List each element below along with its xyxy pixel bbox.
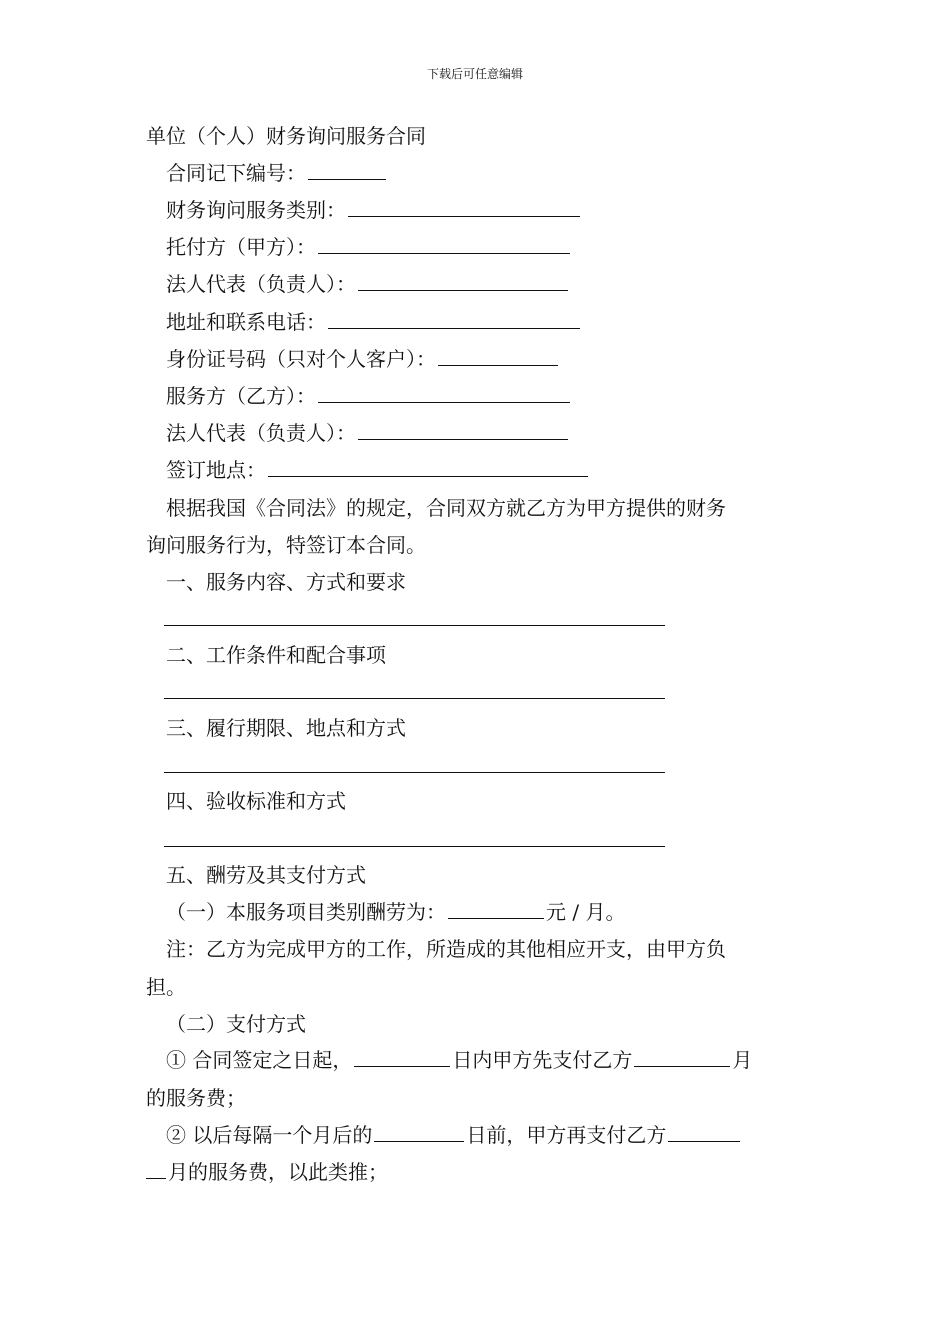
contract-number-label: 合同记下编号： (166, 161, 306, 185)
fee-unit: 元 / 月。 (546, 900, 626, 924)
party-b-label: 服务方（乙方）： (166, 384, 316, 408)
service-type-line (166, 196, 582, 224)
address-blank[interactable] (328, 327, 580, 329)
rep-a-line (166, 270, 570, 298)
payment-item-2-text-a: ② 以后每隔一个月后的 (166, 1123, 373, 1147)
rep-b-label: 法人代表（负责人）： (166, 421, 356, 445)
party-b-blank[interactable] (318, 401, 570, 403)
payment-item-1-days-blank[interactable] (354, 1065, 450, 1067)
party-a-blank[interactable] (318, 252, 570, 254)
section-3-fill-line[interactable] (164, 772, 665, 773)
id-number-label: 身份证号码（只对个人客户）： (166, 347, 436, 371)
payment-item-2-line (166, 1121, 742, 1149)
payment-item-2-text-b: 日前，甲方再支付乙方 (466, 1123, 667, 1147)
payment-item-1-text-a: ① 合同签定之日起， (166, 1048, 353, 1072)
section-1-fill-line[interactable] (164, 625, 665, 626)
section-3-heading: 三、履行期限、地点和方式 (166, 716, 406, 740)
signing-place-blank[interactable] (268, 475, 588, 477)
section-5-heading: 五、酬劳及其支付方式 (166, 863, 366, 887)
id-number-line (166, 345, 560, 373)
payment-item-1-text-b: 日内甲方先支付乙方 (452, 1048, 633, 1072)
payment-item-1-line (166, 1046, 752, 1074)
party-b-line (166, 382, 572, 410)
address-line (166, 308, 582, 336)
party-a-label: 托付方（甲方）： (166, 235, 316, 259)
section-2-heading: 二、工作条件和配合事项 (166, 643, 386, 667)
address-label: 地址和联系电话： (166, 310, 326, 334)
id-number-blank[interactable] (438, 364, 558, 366)
payment-item-1-months-blank[interactable] (634, 1065, 730, 1067)
service-type-label: 财务询问服务类别： (166, 198, 346, 222)
fee-line (166, 898, 625, 926)
intro-line-1: 根据我国《合同法》的规定，合同双方就乙方为甲方提供的财务 (166, 496, 726, 520)
signing-place-line (166, 456, 590, 484)
rep-b-line (166, 419, 570, 447)
intro-line-2: 询问服务行为，特签订本合同。 (146, 533, 426, 557)
section-4-fill-line[interactable] (164, 846, 665, 847)
payment-heading: （二）支付方式 (166, 1012, 306, 1036)
section-1-heading: 一、服务内容、方式和要求 (166, 570, 406, 594)
rep-a-label: 法人代表（负责人）： (166, 272, 356, 296)
payment-item-1-text-c: 月 (732, 1048, 753, 1072)
rep-a-blank[interactable] (358, 289, 568, 291)
payment-item-2-line-2 (146, 1158, 388, 1186)
payment-item-2-months-blank-cont[interactable] (146, 1177, 166, 1179)
contract-number-blank[interactable] (308, 178, 386, 180)
payment-item-1-line-2: 的服务费； (146, 1086, 246, 1110)
signing-place-label: 签订地点： (166, 458, 266, 482)
payment-item-2-date-blank[interactable] (374, 1140, 464, 1142)
section-4-heading: 四、验收标准和方式 (166, 789, 346, 813)
fee-blank[interactable] (448, 917, 544, 919)
service-type-blank[interactable] (348, 215, 580, 217)
party-a-line (166, 233, 572, 261)
note-line-2: 担。 (146, 975, 186, 999)
payment-item-2-months-blank[interactable] (668, 1140, 740, 1142)
payment-item-2-text-c: 月的服务费，以此类推； (168, 1160, 388, 1184)
page-header: 下载后可任意编辑 (426, 67, 523, 81)
fee-label: （一）本服务项目类别酬劳为： (166, 900, 446, 924)
document-title: 单位（个人）财务询问服务合同 (146, 124, 426, 148)
note-line-1: 注：乙方为完成甲方的工作，所造成的其他相应开支，由甲方负 (166, 937, 726, 961)
section-2-fill-line[interactable] (164, 698, 665, 699)
rep-b-blank[interactable] (358, 438, 568, 440)
contract-number-line (166, 159, 388, 187)
